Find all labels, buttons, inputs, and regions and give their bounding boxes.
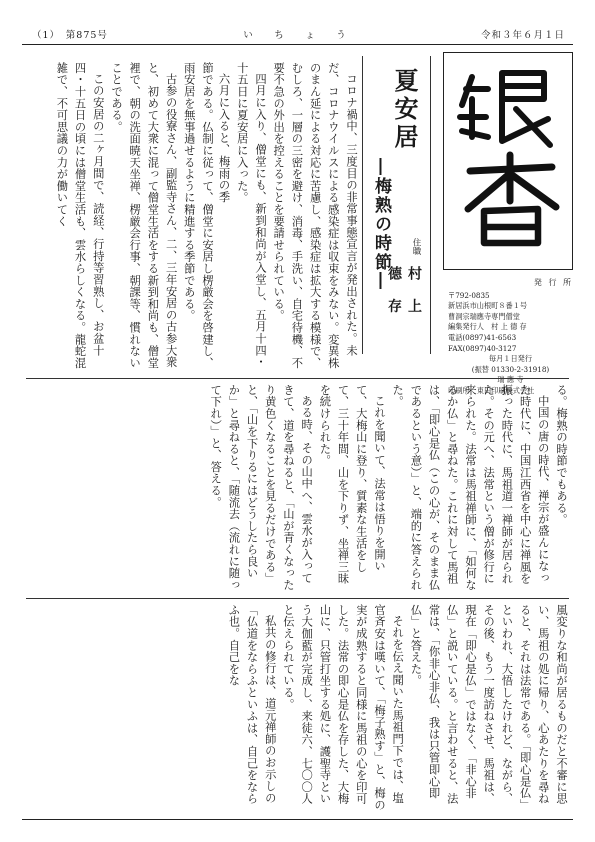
article-title: 夏安居 [390,68,419,152]
masthead-logo [452,59,566,254]
paragraph: 四月に入り、僧堂にも、新到和尚が入堂し、五月十四・十五日に夏安居に入った。 [235,62,267,369]
furikae-name: 瑞 應 寺 [497,375,524,385]
paragraph: この安居の二ヶ月間で、読経、行持等習熟し、お盆十四・十五日の頃には僧堂生活も、雲水らしくなる。龍蛇混雑で、不可思議の力が働いてく [55,62,105,369]
section-divider-2 [26,598,569,599]
telephone: 電話(0897)41-6563 [448,332,517,342]
article-column-band-3 [30,604,570,812]
article-column-band-2 [30,384,570,592]
editor: 編集発行人 村 上 德 存 [448,322,527,332]
paragraph: 六月に入ると、梅雨の季 [218,73,231,204]
paper-name: い ち ょ う [243,30,352,41]
paragraph: 私共の修行は、道元禅師のお示しの「仏道をならふといふは、自己をならふ也。自己をな [227,604,277,805]
fax: FAX(0897)40-3127 [448,343,517,353]
paragraph: それを伝え聞いた馬祖門下では、塩官斉安は嘆いて、「梅子熟す」と、梅の実が成熟すると同様に馬祖の心を印可した。法常の即心是仏を存した、大梅山に、只管打坐する処に、護聖寺という大伽藍が完成し、来徒六、七〇〇人と伝えられている。 [281,604,405,811]
postal-code: 〒792-0835 [448,290,490,300]
issue-frequency: 毎月１日発行 [488,354,533,364]
title-box-right-rule [430,56,431,354]
paragraph: 節である。仏制に従って、僧堂に安居し楞厳会を啓建し、雨安居を無事過せるように精進する季節である。 [182,62,214,369]
title-box-left-rule [362,56,363,354]
author-role: 住職 [411,238,421,255]
paragraph: ある時、その山中へ、雲水が入ってきて、道を尋ねると、「山が青くなったり黄色くなることを見るだけである」と、「山を下りるにはどうしたら良いか」と尋ねると、「随流去（流れに随って下れ）」と、答える。 [209,384,314,591]
article-column-top-right [218,62,360,372]
page-number: （1） 第875号 [32,30,108,41]
paragraph: コロナ禍中、三度目の非常事態宣言が発出された。未だ、コロナウイルスによる感染症は収束をみない。変異株のまん延による対応に苦慮し、感染症は拡大する模様で、むしろ、一層の三密を避け、消毒、手洗い、自宅待機、不要不急の外出を控えることを要請せられている。 [272,62,358,369]
paragraph: る。梅熟の時節でもある。 [555,384,568,526]
address: 新居浜市山根町８番１号 [448,301,528,311]
furikae-account: (振替 01330-2-31918) [471,364,550,374]
paragraph: 風変りな和尚が居るものだと不審に思い、馬祖の処に帰り、心あたりを尋ねると、それは法常である。「即心是仏」といわれ、大悟したけれど、ながら、その後、もう一度訪ねさせ、馬祖は、現在「即心是仏」ではなく、「非心非仏」と説いている。と言わせると、法常は、「你非心非仏、我は只管即心即仏」と答えた。 [409,604,568,811]
article-title-box [362,60,424,350]
article-subtitle: ―梅熟の時節― [371,158,391,291]
organization: 曹洞宗瑞應寺専門僧堂 [448,311,520,321]
printer: 印刷所 東田印刷株式会社 [448,385,535,395]
issue-date: 令和３年６月１日 [480,30,565,41]
author-name: 村 上 德 存 [386,266,422,320]
publisher-label: 発 行 所 [533,278,573,287]
paragraph: 古参の役寮さん、副監寺さん、二、三年安居の古参大衆と、初めて大衆に混って僧堂生活をする新到和尚も、僧堂裡で、朝の洗面暁天坐禅、楞厳会行事、朝課等、慣れないことである。 [109,62,178,369]
masthead-box [443,52,573,270]
paragraph: 中国の唐の時代、禅宗が盛んになった時代に、中国江西省を中心に禅風を振った時代に、馬祖道一禅師が居られた。その元へ、法常という僧が修行に来られた。法常は馬祖禅師に、「如何なるか仏」と尋ねた。これに対して馬祖は、「即心是仏（この心が、そのまま仏であるという意）」と、端的に答えられた。 [391,384,550,591]
paragraph: これを聞いて、法常は悟りを開いて、大梅山に登り、質素な生活をして、三十年間、山を下りず、坐禅三昧を続けられた。 [318,384,386,585]
section-divider-1 [26,378,569,379]
header-rule [22,44,573,45]
article-column-top-mid [30,62,216,372]
footer-rule [22,819,573,820]
